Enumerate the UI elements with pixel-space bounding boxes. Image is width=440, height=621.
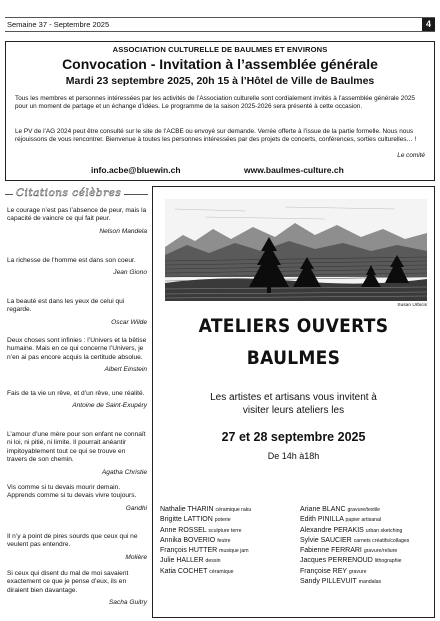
quote-author: Agatha Christie xyxy=(101,468,147,476)
artist-name: Katia COCHET xyxy=(160,567,208,575)
citations-heading xyxy=(5,187,148,201)
artist-entry xyxy=(300,515,409,525)
quote-item xyxy=(7,390,147,411)
image-credit: Susan Urbicis xyxy=(397,303,427,308)
quote-author: Sacha Guitry xyxy=(108,599,147,607)
artist-name: Alexandre PERAKIS xyxy=(300,526,364,534)
signature: Le comité xyxy=(397,152,425,159)
quote-author: Albert Einstein xyxy=(104,366,147,374)
quote-text: La beauté est dans les yeux de celui qui regarde. xyxy=(7,298,125,314)
artist-craft: feutre xyxy=(217,537,231,544)
quote-item xyxy=(7,431,147,477)
artist-entry xyxy=(300,567,409,577)
artist-name: François HUTTER xyxy=(160,547,218,555)
landscape-engraving xyxy=(165,199,427,301)
artist-entry xyxy=(300,577,409,587)
artist-name: Nathalie THARIN xyxy=(160,506,214,513)
quote-item xyxy=(7,337,147,375)
artist-list-right xyxy=(300,505,409,587)
issue-week: Semaine 37 - Septembre 2025 xyxy=(7,20,110,29)
page-number: 4 xyxy=(422,18,435,31)
quote-item xyxy=(7,484,147,513)
meeting-date: Mardi 23 septembre 2025, 20h 15 à l’Hôtel de Ville de Baulmes xyxy=(65,75,375,87)
ateliers-ouverts-box xyxy=(152,186,435,618)
quote-text: L’amour d’une mère pour son enfant ne connaît ni loi, ni pitié, ni limite. Il pourrait anéantir impitoyablement tout ce qui se trouve en travers de son chemin. xyxy=(7,431,146,464)
quote-item xyxy=(7,570,147,608)
artist-entry xyxy=(160,526,251,536)
quote-item xyxy=(7,298,147,327)
artist-entry xyxy=(300,526,409,536)
artist-craft: céramique raku xyxy=(215,507,252,513)
ateliers-intro xyxy=(153,391,434,417)
artist-craft: céramique xyxy=(209,568,234,575)
artist-entry xyxy=(300,556,409,566)
artist-entry xyxy=(160,536,251,546)
artist-name: Fabienne FERRARI xyxy=(300,547,362,555)
quote-text: Fais de ta vie un rêve, et d’un rêve, une réalité. xyxy=(7,390,145,397)
artist-craft: gravure/textile xyxy=(347,507,381,513)
quote-author: Gandhi xyxy=(125,504,147,512)
website-link[interactable]: www.baulmes-culture.ch xyxy=(244,165,344,175)
quote-text: La richesse de l’homme est dans son coeur. xyxy=(7,257,136,264)
quote-text: Il n’y a point de pires sourds que ceux qui ne veulent pas entendre. xyxy=(7,533,138,549)
artist-entry xyxy=(300,546,409,556)
intro-line-1: Les artistes et artisans vous invitent à xyxy=(210,392,377,403)
artist-entry xyxy=(160,567,251,577)
contact-email[interactable]: info.acbe@bluewin.ch xyxy=(91,165,181,175)
artist-name: Françoise REY xyxy=(300,567,347,575)
quote-text: Deux choses sont infinies : l’Univers et la bêtise humaine. Mais en ce qui concerne l’Univers, je n’en ai pas encore acquis la certitude absolue. xyxy=(7,337,147,361)
artist-craft: gravure/reliure xyxy=(363,548,398,555)
artist-craft: sculpture terre xyxy=(208,527,242,534)
artist-craft: poterie xyxy=(214,517,231,524)
artist-craft: lithographie xyxy=(374,558,402,565)
artist-craft: musique jam xyxy=(219,548,249,555)
artist-entry xyxy=(300,505,409,515)
ateliers-location: BAULMES xyxy=(246,347,341,369)
artist-entry xyxy=(160,505,251,515)
artist-name: Sandy PILLEVUIT xyxy=(300,578,357,586)
quote-text: Le courage n’est pas l’absence de peur, mais la capacité de vaincre ce qui fait peur. xyxy=(7,207,147,223)
artist-craft: papier artisanal xyxy=(345,517,382,524)
artist-entry xyxy=(160,515,251,525)
artist-craft: mandalas xyxy=(358,579,382,586)
landscape-engraving-graphic xyxy=(165,199,427,301)
artist-name: Jacques PERRENOUD xyxy=(300,557,373,565)
convocation-paragraph-1: Tous les membres et personnes intéressées par les activités de l’Association culturelle sont cordialement invités à l’assemblée générale 2025 pour un moment de partage et un échange d’idées. Le programme de la saison 2025-2026 sera présenté à cette occasion. xyxy=(15,95,415,110)
artist-name: Ariane BLANC xyxy=(300,506,346,513)
association-name: ASSOCIATION CULTURELLE DE BAULMES ET ENVIRONS xyxy=(112,45,328,54)
convocation-box xyxy=(5,41,435,181)
convocation-paragraph-2: Le PV de l’AG 2024 peut être consulté sur le site de l’ACBE ou envoyé sur demande. Verrée offerte à l’issue de la partie formelle. Nous nous réjouissons de vous rencontrer. Bienvenue à toutes les personnes intéressées par des projets de concerts, conférences, sorties culturelles… ! xyxy=(15,128,417,143)
artist-name: Edith PINILLA xyxy=(300,516,344,524)
quote-text: Vis comme si tu devais mourir demain. Apprends comme si tu devais vivre toujours. xyxy=(7,484,137,500)
quote-item xyxy=(7,207,147,236)
ateliers-hours: De 14h à18h xyxy=(267,451,320,461)
quote-item xyxy=(7,257,147,278)
artist-craft: dessin xyxy=(205,558,221,565)
artist-name: Annika BOVERIO xyxy=(160,536,216,544)
intro-line-2: visiter leurs ateliers les xyxy=(242,405,345,416)
artist-entry xyxy=(160,546,251,556)
quote-author: Nelson Mandela xyxy=(99,227,147,235)
artist-name: Brigitte LATTION xyxy=(160,516,213,524)
artist-craft: gravure xyxy=(348,568,367,575)
ateliers-title: ATELIERS OUVERTS xyxy=(198,315,389,337)
artist-name: Sylvie SAUCIER xyxy=(300,536,352,544)
quote-author: Jean Giono xyxy=(113,269,147,277)
convocation-title: Convocation - Invitation à l’assemblée générale xyxy=(62,56,378,72)
artist-craft: carnets créatifs/collages xyxy=(353,537,410,544)
artist-name: Anne ROSSEL xyxy=(160,526,207,534)
page-header xyxy=(5,17,435,32)
artist-entry xyxy=(300,536,409,546)
quote-author: Antoine de Saint-Exupéry xyxy=(72,402,147,410)
quote-text: Si ceux qui disent du mal de moi savaient exactement ce que je pense d’eux, ils en diraient bien davantage. xyxy=(7,570,129,594)
artist-name: Julie HALLER xyxy=(160,557,204,565)
quote-item xyxy=(7,533,147,562)
artist-list-left xyxy=(160,505,251,577)
ateliers-dates: 27 et 28 septembre 2025 xyxy=(221,430,366,444)
quote-author: Molière xyxy=(125,553,147,561)
quote-author: Oscar Wilde xyxy=(111,318,147,326)
citations-title: Citations célèbres xyxy=(13,187,124,199)
artist-craft: urban sketching xyxy=(365,527,403,534)
artist-entry xyxy=(160,556,251,566)
